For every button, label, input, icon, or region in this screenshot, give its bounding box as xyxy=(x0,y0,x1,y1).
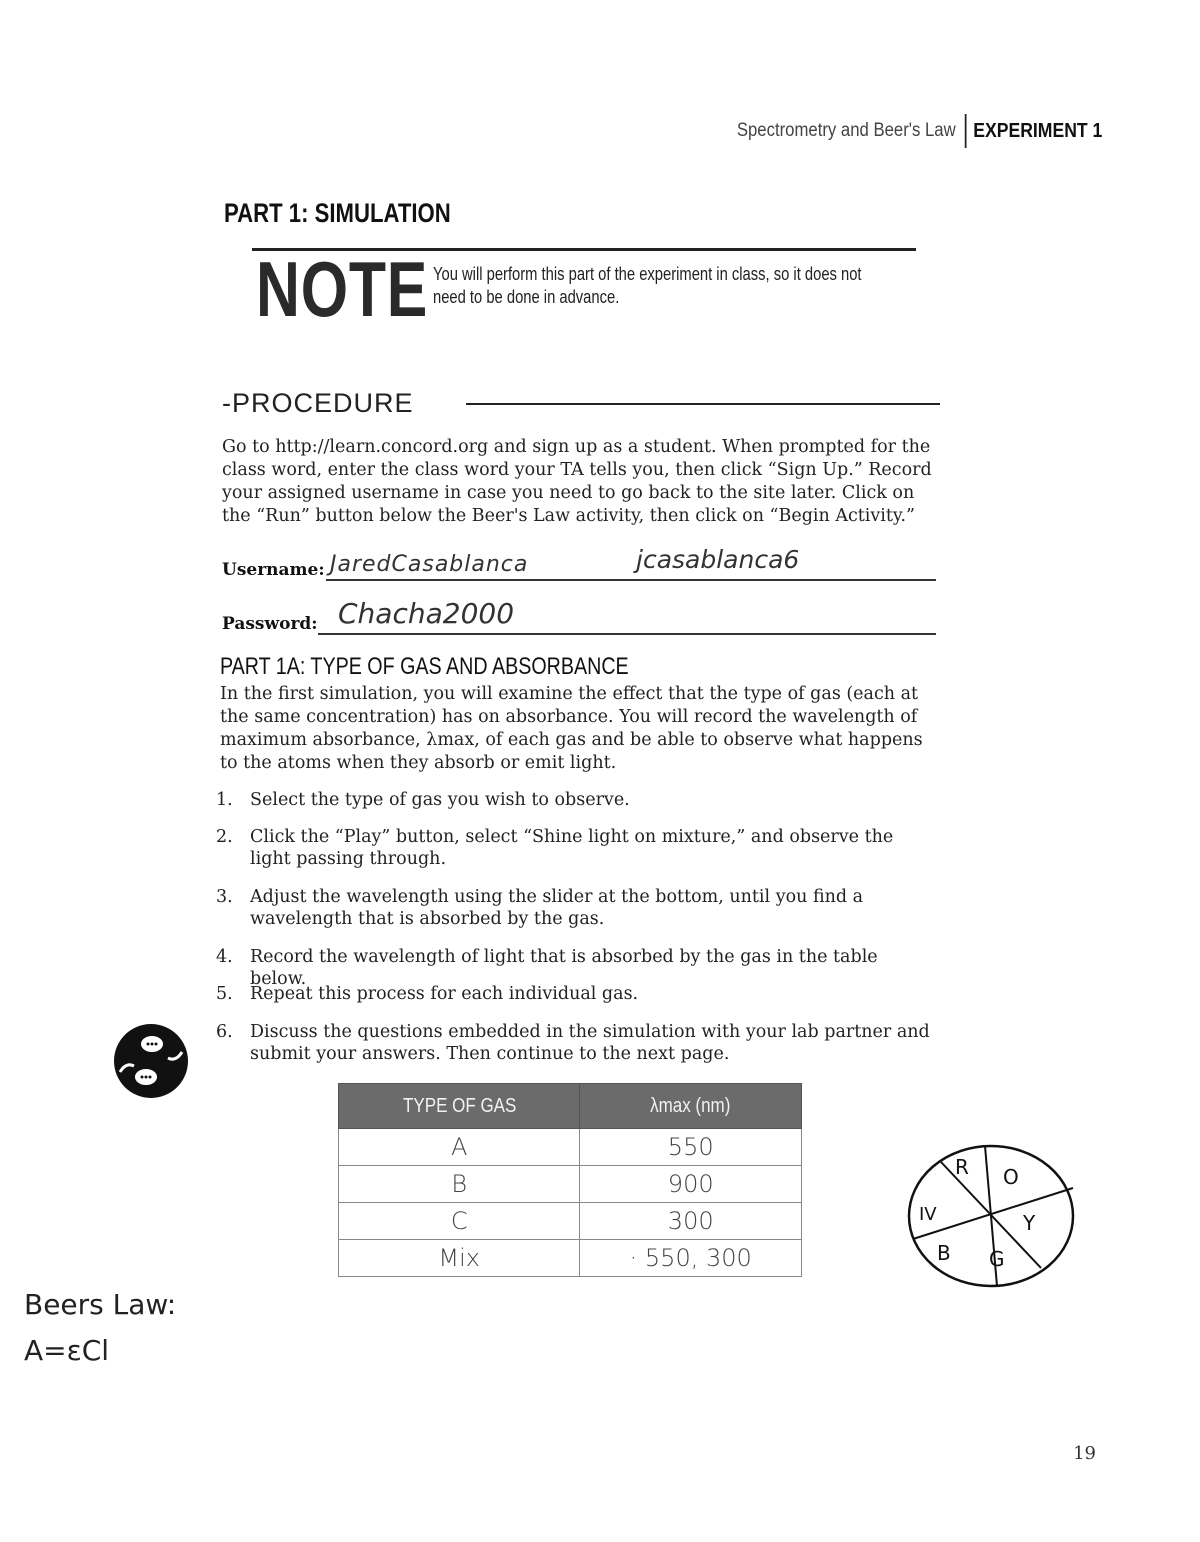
discussion-icon xyxy=(112,1022,190,1100)
lambda-cell[interactable]: 550 xyxy=(580,1129,802,1166)
lambda-cell[interactable]: 300 xyxy=(580,1203,802,1240)
part-title: PART 1: SIMULATION xyxy=(224,198,451,228)
step-number: 2. xyxy=(216,827,233,847)
margin-note-line-1: Beers Law: xyxy=(24,1288,177,1321)
note-text: You will perform this part of the experiment in class, so it does not need to be done in advance. xyxy=(433,264,862,307)
step-text: Record the wavelength of light that is absorbed by the gas in the table below. xyxy=(250,947,878,989)
gas-absorbance-table xyxy=(338,1083,802,1277)
margin-handwritten-note xyxy=(24,1282,176,1374)
wheel-label-r: R xyxy=(955,1155,969,1179)
wheel-label-o: O xyxy=(1003,1165,1019,1189)
part1a-intro: In the first simulation, you will examine the effect that the type of gas (each at the same concentration) has on absorbance. You will record the wavelength of maximum absorbance, λmax, of each gas and be able to observe what happens to the atoms when they absorb or emit light. xyxy=(220,684,923,773)
header-title: Spectrometry and Beer's Law xyxy=(736,120,956,141)
step-number: 5. xyxy=(216,984,233,1004)
username-handwritten-alt[interactable]: jcasablanca6 xyxy=(636,545,800,574)
page-number: 19 xyxy=(1073,1443,1096,1464)
gas-type-cell[interactable]: Mix xyxy=(339,1240,580,1277)
wheel-label-b: B xyxy=(937,1241,951,1265)
color-wheel-sketch xyxy=(905,1142,1080,1290)
gas-type-cell[interactable]: A xyxy=(339,1129,580,1166)
margin-note-line-2: A=εCl xyxy=(24,1334,110,1367)
procedure-divider xyxy=(466,403,940,405)
table-header-gas-type: TYPE OF GAS xyxy=(339,1084,580,1129)
step-text: Discuss the questions embedded in the simulation with your lab partner and submit your answers. Then continue to the next page. xyxy=(250,1022,930,1064)
note-label: NOTE xyxy=(256,245,429,333)
gas-type-cell[interactable]: C xyxy=(339,1203,580,1240)
procedure-heading: -PROCEDURE xyxy=(222,388,414,418)
password-label: Password: xyxy=(222,614,318,634)
password-line xyxy=(318,633,936,635)
gas-type-cell[interactable]: B xyxy=(339,1166,580,1203)
running-header xyxy=(736,114,1102,148)
step-number: 1. xyxy=(216,790,233,810)
step-text: Select the type of gas you wish to observe. xyxy=(250,790,630,810)
step-text: Repeat this process for each individual gas. xyxy=(250,984,639,1004)
username-handwritten[interactable]: JaredCasablanca xyxy=(330,552,529,577)
step-text: Adjust the wavelength using the slider at the bottom, until you find a wavelength that is absorbed by the gas. xyxy=(250,887,864,929)
procedure-text: Go to http://learn.concord.org and sign up as a student. When prompted for the class word, enter the class word your TA tells you, then click “Sign Up.” Record your assigned username in case you need to go back to the site later. Click on the “Run” button below the Beer's Law activity, then click on “Begin Activity.” xyxy=(222,437,932,526)
header-separator xyxy=(964,114,966,148)
wheel-label-iv: IV xyxy=(919,1204,937,1225)
wheel-label-y: Y xyxy=(1023,1211,1036,1235)
step-text: Click the “Play” button, select “Shine light on mixture,” and observe the light passing through. xyxy=(250,827,894,869)
wheel-label-g: G xyxy=(989,1247,1005,1271)
table-row xyxy=(339,1166,802,1203)
username-line xyxy=(326,579,936,581)
step-number: 4. xyxy=(216,947,233,967)
username-label: Username: xyxy=(222,560,325,580)
part1a-heading: PART 1A: TYPE OF GAS AND ABSORBANCE xyxy=(220,653,629,680)
lambda-cell[interactable]: · 550, 300 xyxy=(580,1240,802,1277)
table-row xyxy=(339,1240,802,1277)
step-number: 6. xyxy=(216,1022,233,1042)
table-row xyxy=(339,1203,802,1240)
lambda-cell[interactable]: 900 xyxy=(580,1166,802,1203)
step-number: 3. xyxy=(216,887,233,907)
table-header-lambda: λmax (nm) xyxy=(580,1084,802,1129)
experiment-label: EXPERIMENT 1 xyxy=(972,119,1102,142)
table-row xyxy=(339,1129,802,1166)
password-handwritten[interactable]: Chacha2000 xyxy=(338,597,515,630)
